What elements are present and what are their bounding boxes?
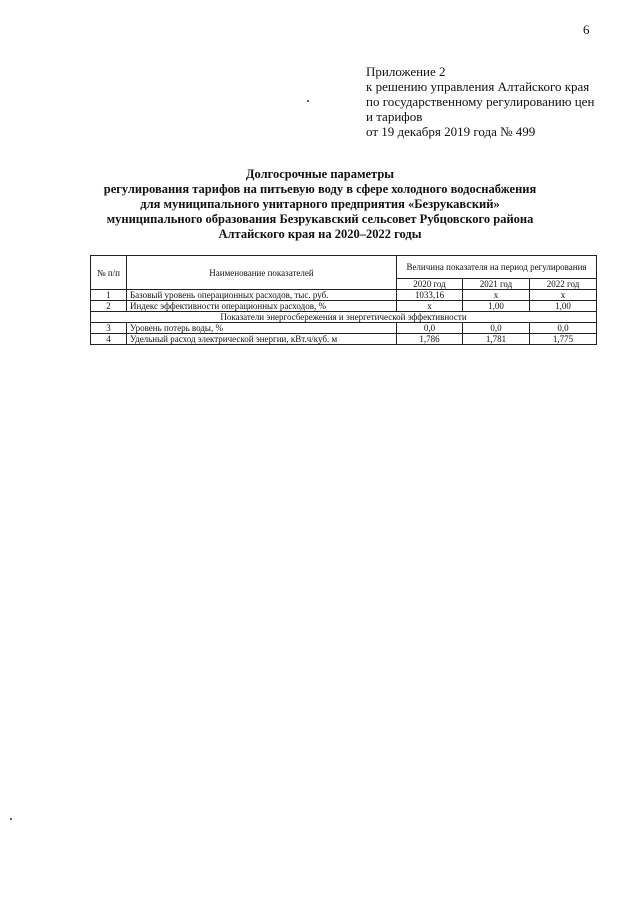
row-name: Индекс эффективности операционных расходов, % xyxy=(127,301,397,312)
title-line: Алтайского края на 2020–2022 годы xyxy=(218,227,422,241)
header-year: 2020 год xyxy=(397,279,463,290)
appendix-line: Приложение 2 xyxy=(366,64,446,79)
header-year: 2022 год xyxy=(530,279,597,290)
row-name: Удельный расход электрической энергии, кВт.ч/куб. м xyxy=(127,334,397,345)
row-value: 1,786 xyxy=(397,334,463,345)
header-period: Величина показателя на период регулирования xyxy=(397,256,597,279)
row-value: х xyxy=(463,290,530,301)
row-value: х xyxy=(530,290,597,301)
appendix-block xyxy=(366,64,626,139)
table-row xyxy=(91,301,597,312)
appendix-line: от 19 декабря 2019 года № 499 xyxy=(366,124,536,139)
row-value: 1,781 xyxy=(463,334,530,345)
appendix-line: и тарифов xyxy=(366,109,423,124)
row-num: 3 xyxy=(91,323,127,334)
scan-speck xyxy=(10,818,12,820)
title-line: регулирования тарифов на питьевую воду в сфере холодного водоснабжения xyxy=(103,182,537,196)
page-number: 6 xyxy=(583,22,590,37)
row-num: 1 xyxy=(91,290,127,301)
row-value: 1033,16 xyxy=(397,290,463,301)
scan-speck xyxy=(307,100,309,102)
header-name: Наименование показателей xyxy=(127,256,397,290)
title-line: для муниципального унитарного предприятия «Безрукавский» xyxy=(140,197,500,211)
row-num: 4 xyxy=(91,334,127,345)
title-line: Долгосрочные параметры xyxy=(245,167,395,181)
appendix-line: по государственному регулированию цен xyxy=(366,94,595,109)
row-num: 2 xyxy=(91,301,127,312)
header-num: № п/п xyxy=(91,256,127,290)
section-row xyxy=(91,312,597,323)
row-value: 1,00 xyxy=(463,301,530,312)
row-value: 0,0 xyxy=(397,323,463,334)
document-title xyxy=(90,167,550,242)
row-value: 0,0 xyxy=(530,323,597,334)
row-value: х xyxy=(397,301,463,312)
row-value: 1,775 xyxy=(530,334,597,345)
section-label: Показатели энергосбережения и энергетической эффективности xyxy=(91,312,597,323)
header-year: 2021 год xyxy=(463,279,530,290)
parameters-table xyxy=(90,255,597,345)
row-name: Базовый уровень операционных расходов, тыс. руб. xyxy=(127,290,397,301)
table-row xyxy=(91,323,597,334)
title-line: муниципального образования Безрукавский сельсовет Рубцовского района xyxy=(106,212,534,226)
table-row xyxy=(91,290,597,301)
row-value: 1,00 xyxy=(530,301,597,312)
row-value: 0,0 xyxy=(463,323,530,334)
table-row xyxy=(91,334,597,345)
row-name: Уровень потерь воды, % xyxy=(127,323,397,334)
appendix-line: к решению управления Алтайского края xyxy=(366,79,590,94)
